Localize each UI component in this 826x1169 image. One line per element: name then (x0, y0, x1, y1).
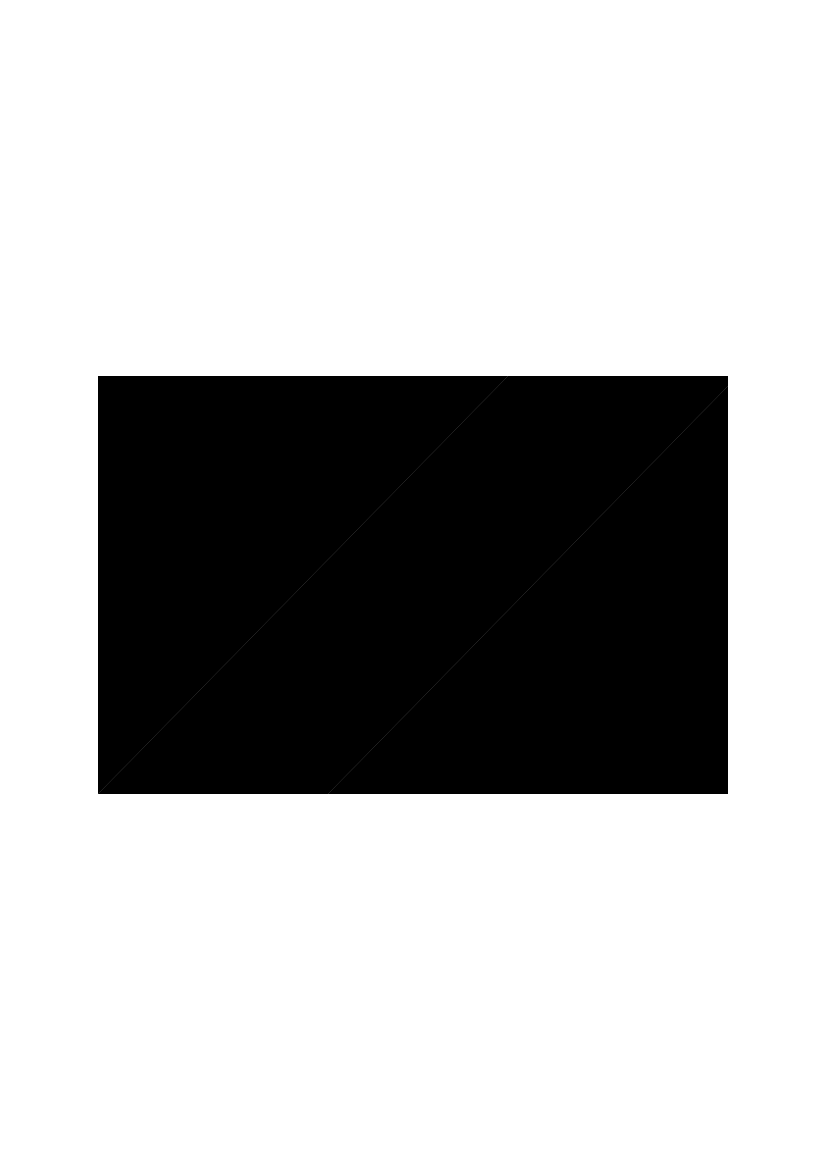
section-heading (98, 128, 730, 162)
congo-flag-background (98, 376, 728, 794)
page-content (98, 128, 730, 162)
